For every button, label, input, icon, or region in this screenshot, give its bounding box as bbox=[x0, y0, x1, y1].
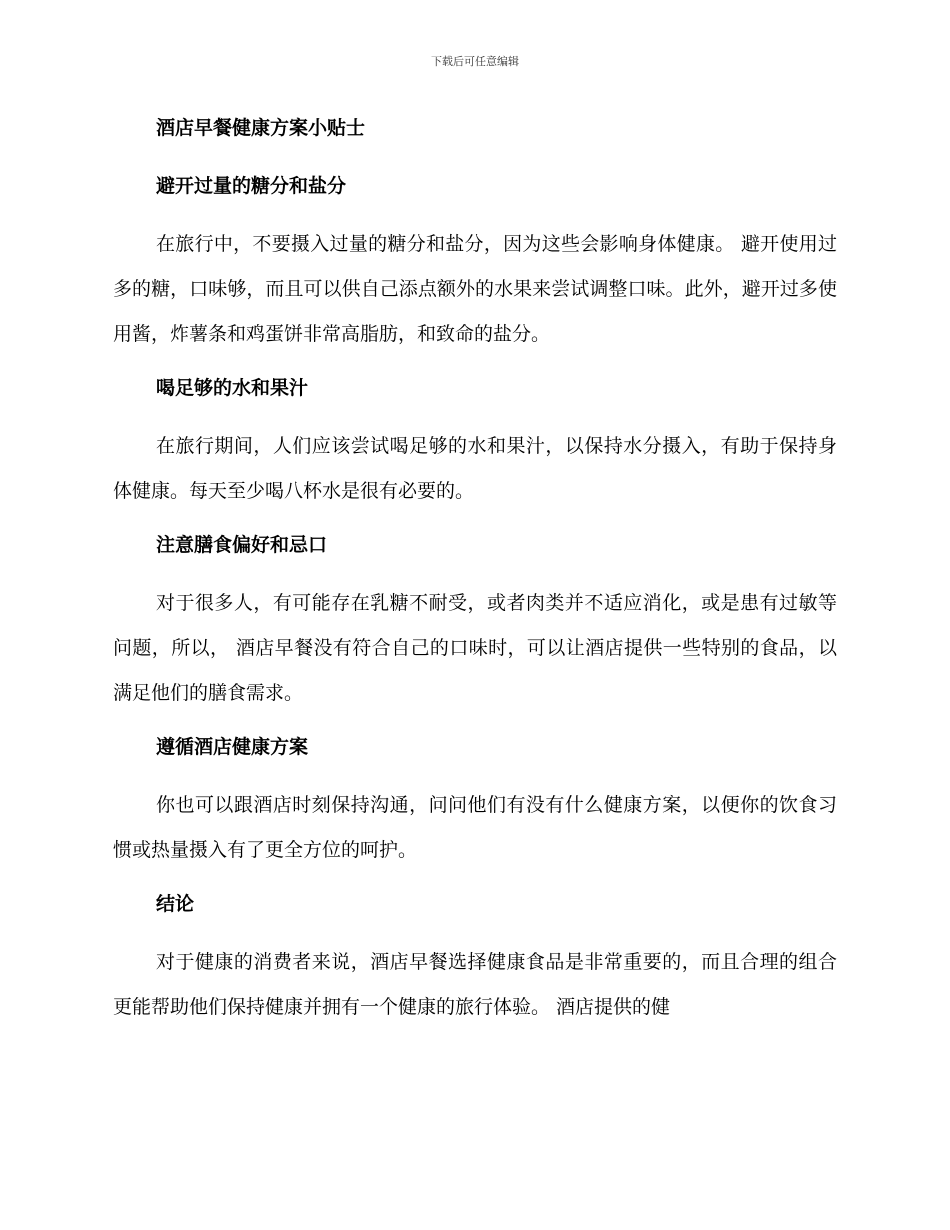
document-body bbox=[113, 112, 837, 1045]
section-paragraph: 你也可以跟酒店时刻保持沟通，问问他们有没有什么健康方案，以便你的饮食习惯或热量摄入有了更全方位的呵护。 bbox=[113, 794, 837, 861]
section-paragraph: 对于健康的消费者来说，酒店早餐选择健康食品是非常重要的，而且合理的组合更能帮助他们保持健康并拥有一个健康的旅行体验。 酒店提供的健 bbox=[113, 951, 837, 1018]
document-title: 酒店早餐健康方案小贴士 bbox=[156, 117, 366, 139]
section-heading: 喝足够的水和果汁 bbox=[156, 377, 309, 399]
section-heading: 结论 bbox=[156, 893, 195, 915]
section-heading: 避开过量的糖分和盐分 bbox=[156, 175, 347, 197]
section-heading: 注意膳食偏好和忌口 bbox=[156, 534, 328, 556]
section-heading: 遵循酒店健康方案 bbox=[156, 736, 309, 758]
section-paragraph: 在旅行期间，人们应该尝试喝足够的水和果汁，以保持水分摄入，有助于保持身体健康。每天至少喝八杯水是很有必要的。 bbox=[113, 435, 837, 502]
section-paragraph: 在旅行中，不要摄入过量的糖分和盐分，因为这些会影响身体健康。 避开使用过多的糖，口味够，而且可以供自己添点额外的水果来尝试调整口味。此外，避开过多使用酱，炸薯条和鸡蛋饼非常高脂肪，和致命的盐分。 bbox=[113, 233, 837, 345]
section-paragraph: 对于很多人，有可能存在乳糖不耐受，或者肉类并不适应消化，或是患有过敏等问题，所以， 酒店早餐没有符合自己的口味时，可以让酒店提供一些特别的食品，以满足他们的膳食需求。 bbox=[113, 592, 837, 704]
page-header: 下载后可任意编辑 bbox=[431, 55, 519, 68]
